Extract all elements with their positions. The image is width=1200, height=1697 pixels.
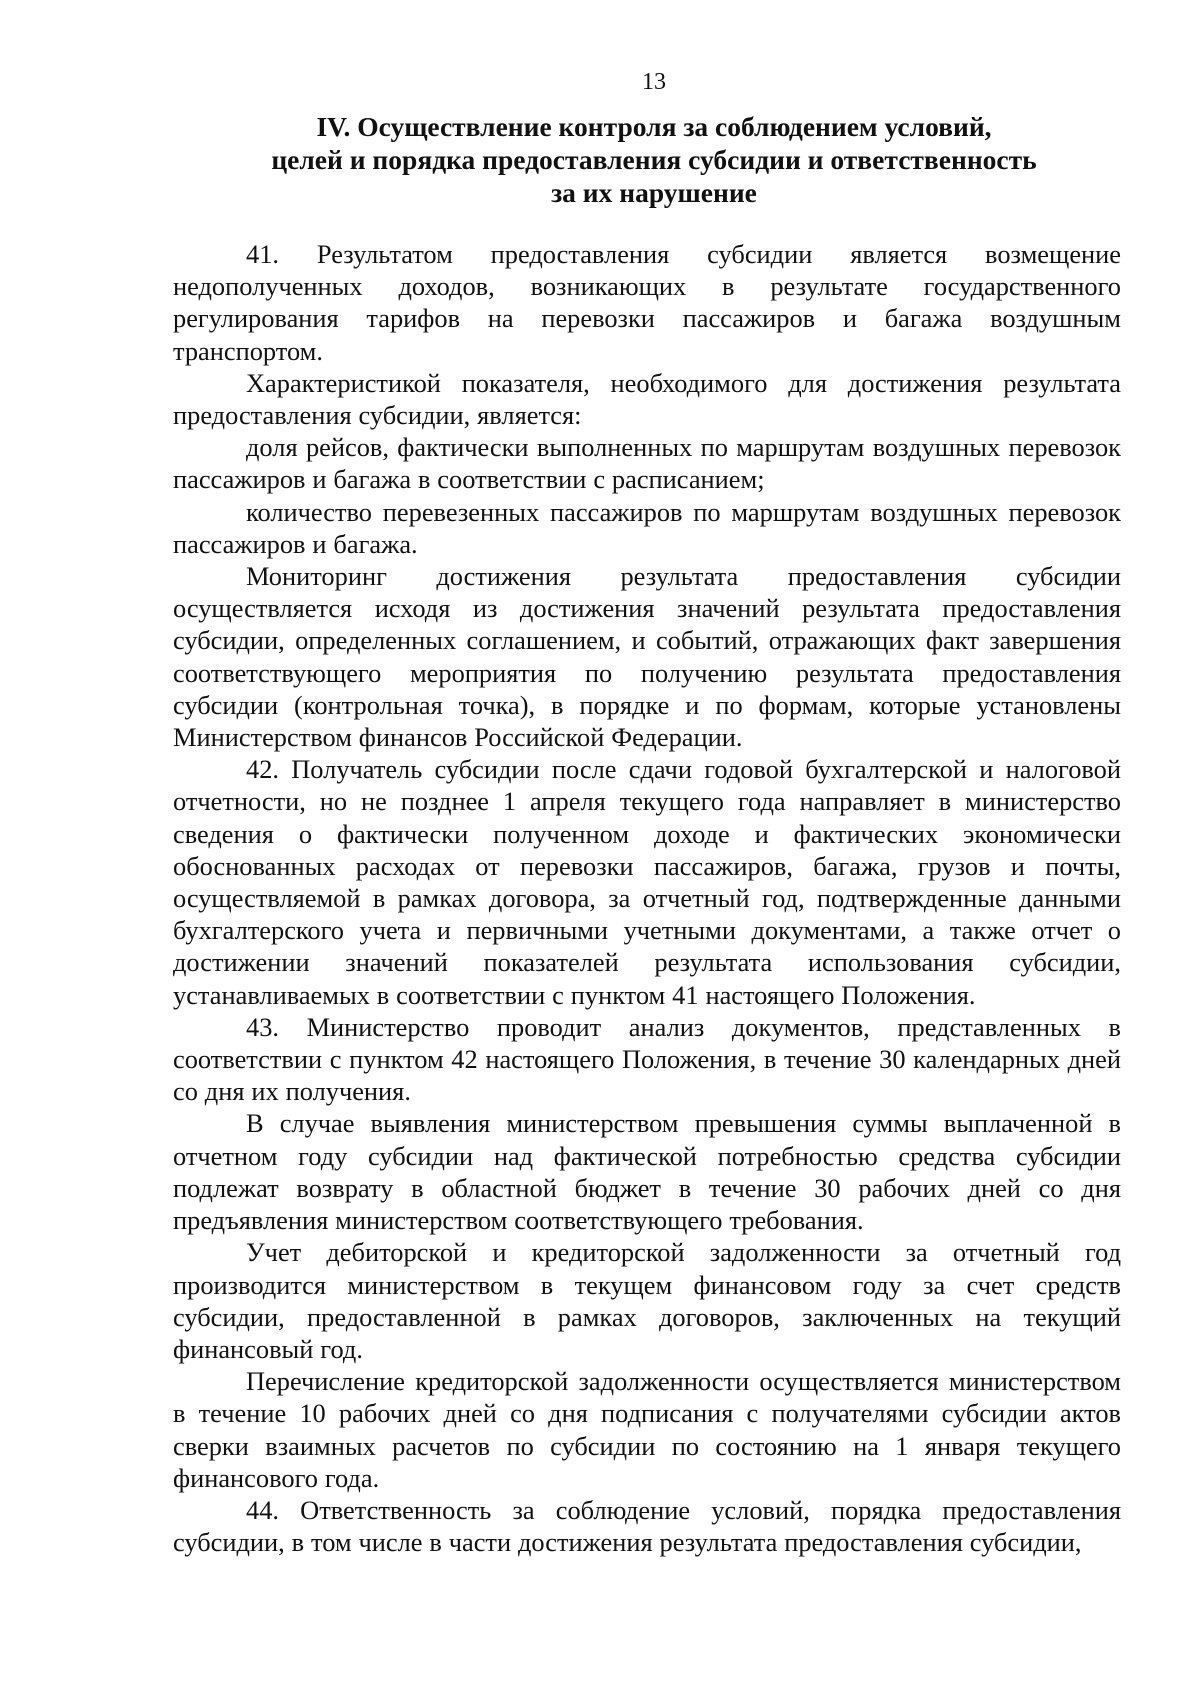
paragraph-passengers-count: количество перевезенных пассажиров по маршрутам воздушных перевозок пассажиров и багажа. (173, 496, 1121, 559)
paragraph-debt-transfer: Перечисление кредиторской задолженности осуществляется министерством в течение 10 рабочих дней со дня подписания с получателями субсидии актов сверки взаимных расчетов по субсидии по состоянию на 1 января текущего финансового года. (173, 1366, 1121, 1493)
section-heading-line-3: за их нарушение (551, 177, 757, 208)
paragraph-monitoring: Мониторинг достижения результата предоставления субсидии осуществляется исходя из достижения значений результата предоставления субсидии, определенных соглашением, и событий, отражающих факт завершения соответствующего мероприятия по получению результата предоставления субсидии (контрольная точка), в порядке и по формам, которые установлены Министерством финансов Российской Федерации. (173, 561, 1121, 753)
section-heading-line-1: IV. Осуществление контроля за соблюдением условий, (316, 111, 992, 142)
paragraph-43-analysis: 43. Министерство проводит анализ документов, представленных в соответствии с пунктом 42 настоящего Положения, в течение 30 календарных дней со дня их получения. (173, 1011, 1121, 1107)
paragraph-excess-return: В случае выявления министерством превышения суммы выплаченной в отчетном году субсидии над фактической потребностью средства субсидии подлежат возврату в областной бюджет в течение 30 рабочих дней со дня предъявления министерством соответствующего требования. (173, 1108, 1121, 1236)
section-heading (173, 110, 1121, 209)
paragraph-indicator-characteristic: Характеристикой показателя, необходимого для достижения результата предоставления субсидии, является: (173, 367, 1121, 431)
page-number: 13 (642, 69, 666, 95)
paragraph-44-responsibility: 44. Ответственность за соблюдение условий, порядка предоставления субсидии, в том числе в части достижения результата предоставления субсидии, (173, 1494, 1121, 1558)
paragraph-41-result: 41. Результатом предоставления субсидии является возмещение недополученных доходов, возникающих в результате государственного регулирования тарифов на перевозки пассажиров и багажа воздушным транспортом. (173, 239, 1121, 366)
paragraph-42-report: 42. Получатель субсидии после сдачи годовой бухгалтерской и налоговой отчетности, но не позднее 1 апреля текущего года направляет в министерство сведения о фактически полученном доходе и фактических экономически обоснованных расходах от перевозки пассажиров, багажа, грузов и почты, осуществляемой в рамках договора, за отчетный год, подтвержденные данными бухгалтерского учета и первичными учетными документами, а также отчет о достижении значений показателей результата использования субсидии, устанавливаемых в соответствии с пунктом 41 настоящего Положения. (173, 754, 1121, 1010)
document-body (173, 238, 1121, 1558)
section-heading-line-2: целей и порядка предоставления субсидии и ответственность (271, 144, 1037, 175)
paragraph-debt-accounting: Учет дебиторской и кредиторской задолженности за отчетный год производится министерством в текущем финансовом году за счет средств субсидии, предоставленной в рамках договоров, заключенных на текущий финансовый год. (173, 1237, 1121, 1364)
paragraph-flights-share: доля рейсов, фактически выполненных по маршрутам воздушных перевозок пассажиров и багажа в соответствии с расписанием; (173, 432, 1121, 495)
